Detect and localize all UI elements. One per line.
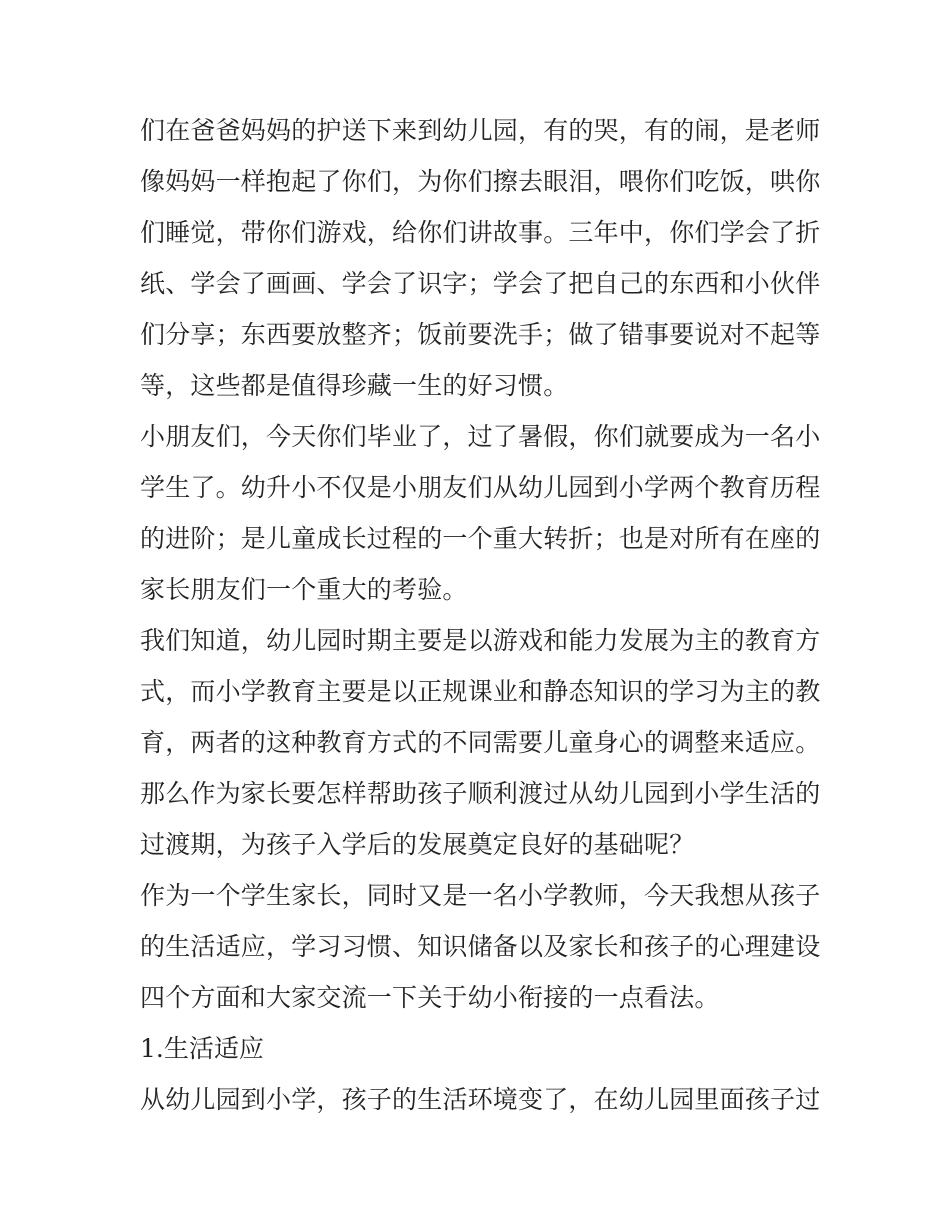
text-line: 们睡觉，带你们游戏，给你们讲故事。三年中，你们学会了折 <box>140 218 821 247</box>
text-line: 们分享；东西要放整齐；饭前要洗手；做了错事要说对不起等 <box>140 320 821 349</box>
paragraph-kindergarten-memories <box>140 105 820 411</box>
paragraph-four-aspects <box>140 870 820 1023</box>
text-line: 们在爸爸妈妈的护送下来到幼儿园，有的哭，有的闹，是老师 <box>140 116 821 145</box>
text-line: 过渡期，为孩子入学后的发展奠定良好的基础呢？ <box>140 830 695 859</box>
document-body <box>140 105 820 1125</box>
text-line: 那么作为家长要怎样帮助孩子顺利渡过从幼儿园到小学生活的 <box>140 779 821 808</box>
text-line: 学生了。幼升小不仅是小朋友们从幼儿园到小学两个教育历程 <box>140 473 821 502</box>
text-line: 的生活适应，学习习惯、知识储备以及家长和孩子的心理建设 <box>140 932 821 961</box>
text-line: 等，这些都是值得珍藏一生的好习惯。 <box>140 371 569 400</box>
text-line: 从幼儿园到小学，孩子的生活环境变了，在幼儿园里面孩子过 <box>140 1085 821 1114</box>
section-heading-life-adaptation: 1.生活适应 <box>140 1034 264 1063</box>
text-line: 四个方面和大家交流一下关于幼小衔接的一点看法。 <box>140 983 720 1012</box>
text-line: 家长朋友们一个重大的考验。 <box>140 575 468 604</box>
paragraph-life-adaptation <box>140 1074 820 1125</box>
text-line: 作为一个学生家长，同时又是一名小学教师，今天我想从孩子 <box>140 881 821 910</box>
text-line: 像妈妈一样抱起了你们，为你们擦去眼泪，喂你们吃饭，哄你 <box>140 167 821 196</box>
text-line: 纸、学会了画画、学会了识字；学会了把自己的东西和小伙伴 <box>140 269 821 298</box>
text-line: 的进阶；是儿童成长过程的一个重大转折；也是对所有在座的 <box>140 524 821 553</box>
text-line: 小朋友们，今天你们毕业了，过了暑假，你们就要成为一名小 <box>140 422 821 451</box>
paragraph-graduation <box>140 411 820 615</box>
text-line: 我们知道，幼儿园时期主要是以游戏和能力发展为主的教育方 <box>140 626 821 655</box>
paragraph-education-differences <box>140 615 820 870</box>
text-line: 式，而小学教育主要是以正规课业和静态知识的学习为主的教 <box>140 677 821 706</box>
text-line: 育，两者的这种教育方式的不同需要儿童身心的调整来适应。 <box>140 728 821 757</box>
